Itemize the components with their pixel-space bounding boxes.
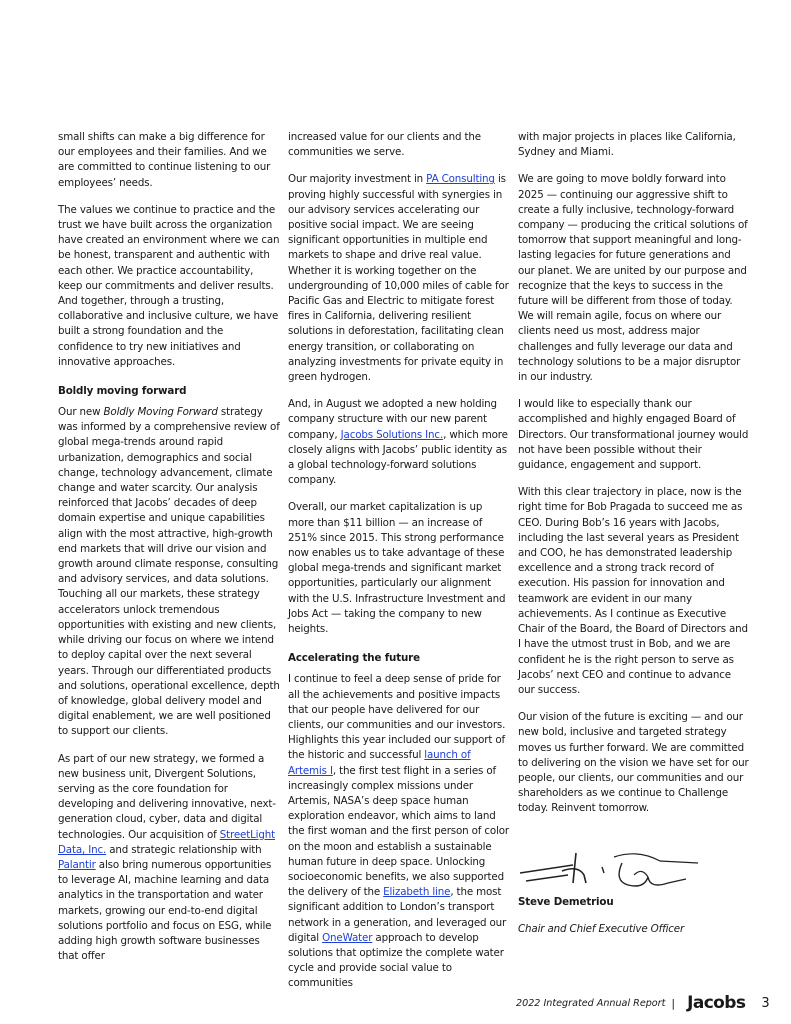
text: As part of our new strategy, we formed a new business unit, Divergent Solutions, serving as the core foundation for developing and delivering innovative, next-generation cloud, cyber, data and digital technologies. Our acquisition of (58, 752, 276, 841)
paragraph (288, 172, 510, 385)
signatory-title: Chair and Chief Executive Officer (518, 922, 685, 935)
text: , which more closely aligns with Jacobs’ public identity as a global technology-forward solutions company. (288, 428, 508, 487)
footer-separator: | (671, 996, 676, 1010)
paragraph: with major projects in places like California, Sydney and Miami. (518, 131, 736, 159)
jacobs-logo: Jacobs (687, 993, 746, 1013)
paragraph (288, 397, 510, 488)
text: strategy was informed by a comprehensive review of global mega-trends around rapid urbanization, demographics and social change, technology advancement, climate change and water scarcity. Our analysis reinforced that Jacobs’ decades of deep domain expertise and unique capabilities align with the most attractive, high-growth end markets that will drive our vision and growth around climate response, consulting and advisory services, and data solutions. Touching all our markets, these strategy accelerators unlock tremendous opportunities with existing and new clients, while driving our focus on where we intend to deploy capital over the next several years. Through our differentiated products and solutions, operational excellence, depth of knowledge, global delivery model and digital enablement, we are well positioned to support our clients. (58, 406, 280, 738)
text: also bring numerous opportunities to leverage AI, machine learning and data analytics in the transportation and water markets, growing our end-to-end digital solutions portfolio and focus on ESG, while adding high growth software businesses that offer (58, 858, 272, 963)
text: , the first test flight in a series of increasingly complex missions under Artemis, NASA’s deep space human exploration endeavor, which aims to land the first woman and the first person of color on the moon and establish a sustainable human future in deep space. Unlocking socioeconomic benefits, we also supported the delivery of the (288, 764, 510, 899)
strategy-name: Boldly Moving Forward (103, 406, 218, 419)
paragraph: Our vision of the future is exciting — and our new bold, inclusive and targeted strategy moves us further forward. We are committed to delivering on the vision we have set for our people, our clients, our communities and our shareholders as we continue to Challenge today. Reinvent tomorrow. (518, 711, 749, 815)
paragraph: I would like to especially thank our accomplished and highly engaged Board of Directors. Our transformational journey would not have been possible without their guidance, engagement and support. (518, 398, 749, 472)
page-number: 3 (761, 995, 770, 1011)
jacobs-solutions-link[interactable]: Jacobs Solutions Inc. (340, 428, 444, 441)
pa-consulting-link[interactable]: PA Consulting (426, 173, 495, 186)
text: , the most significant addition to London’s transport network in a generation, and leveraged our digital (288, 886, 507, 944)
signature-icon (518, 845, 698, 895)
paragraph: Overall, our market capitalization is up more than $11 billion — an increase of 251% since 2015. This strong performance now enables us to take advantage of these global mega-trends and significant market opportunities, particularly our alignment with the U.S. Infrastructure Investment and Jobs Act — taking the company to new heights. (288, 501, 506, 636)
paragraph: small shifts can make a big difference for our employees and their families. And we are committed to continue listening to our employees’ needs. (58, 131, 271, 189)
paragraph: increased value for our clients and the communities we serve. (288, 131, 481, 159)
paragraph: The values we continue to practice and the trust we have built across the organization have created an environment where we can be honest, transparent and authentic with each other. We practice accountability, keep our commitments and deliver results. And together, through a trusting, collaborative and inclusive culture, we have built a strong foundation and the confidence to try new initiatives and innovative approaches. (58, 203, 280, 368)
page-footer (516, 993, 770, 1013)
text: is proving highly successful with synergies in our advisory services accelerating our positive social impact. We are seeing significant opportunities in multiple end markets to shape and drive real value. Whether it is working together on the undergrounding of 10,000 miles of cable for Pacific Gas and Electric to mitigate forest fires in California, delivering resilient solutions in deforestation, facilitating clean energy transition, or collaborating on analyzing investments for private equity in green hydrogen. (288, 173, 509, 384)
column-2 (288, 130, 510, 1004)
report-title: 2022 Integrated Annual Report (516, 997, 666, 1009)
streetlight-link[interactable]: StreetLight Data, Inc. (58, 828, 276, 856)
paragraph (58, 752, 280, 965)
text: and strategic relationship with (106, 843, 262, 856)
signature-image (518, 845, 750, 895)
signatory-name: Steve Demetriou (518, 895, 614, 908)
section-heading-boldly-moving-forward: Boldly moving forward (58, 385, 187, 398)
palantir-link[interactable]: Palantir (58, 858, 96, 871)
onewater-link[interactable]: OneWater (322, 931, 373, 944)
text: Our majority investment in (288, 173, 427, 186)
artemis-link[interactable]: launch of Artemis I (288, 749, 471, 777)
paragraph (288, 672, 510, 991)
section-heading-accelerating-the-future: Accelerating the future (288, 652, 420, 665)
paragraph: With this clear trajectory in place, now is the right time for Bob Pragada to succeed me as CEO. During Bob’s 16 years with Jacobs, including the last several years as President and COO, he has demonstrated leadership excellence and a strong track record of execution. His passion for innovation and teamwork are evident in our many achievements. As I continue as Executive Chair of the Board, the Board of Directors and I have the utmost trust in Bob, and we are confident he is the right person to serve as Jacobs’ next CEO and continue to advance our success. (518, 486, 748, 696)
text: approach to develop solutions that optimize the complete water cycle and provide social value to communities (288, 931, 504, 990)
column-1 (58, 130, 280, 976)
paragraph: We are going to move boldly forward into 2025 — continuing our aggressive shift to create a fully inclusive, technology-forward company — producing the critical solutions of tomorrow that support meaningful and long-lasting legacies for future generations and our planet. We are united by our purpose and recognize that the keys to success in the future will be different from those of today. We will remain agile, focus on where our clients need us most, address major challenges and fully leverage our data and technology solutions to be a major disruptor in our industry. (518, 173, 748, 384)
elizabeth-line-link[interactable]: Elizabeth line (383, 886, 451, 899)
column-3 (518, 130, 750, 949)
text: And, in August we adopted a new holding company structure with our new parent company, (288, 398, 497, 441)
text: I continue to feel a deep sense of pride for all the achievements and positive impacts that our people have delivered for our clients, our communities and our investors. Highlights this year included our support of the historic and successful (288, 673, 506, 762)
text: Our new (58, 406, 104, 419)
paragraph (58, 405, 280, 739)
